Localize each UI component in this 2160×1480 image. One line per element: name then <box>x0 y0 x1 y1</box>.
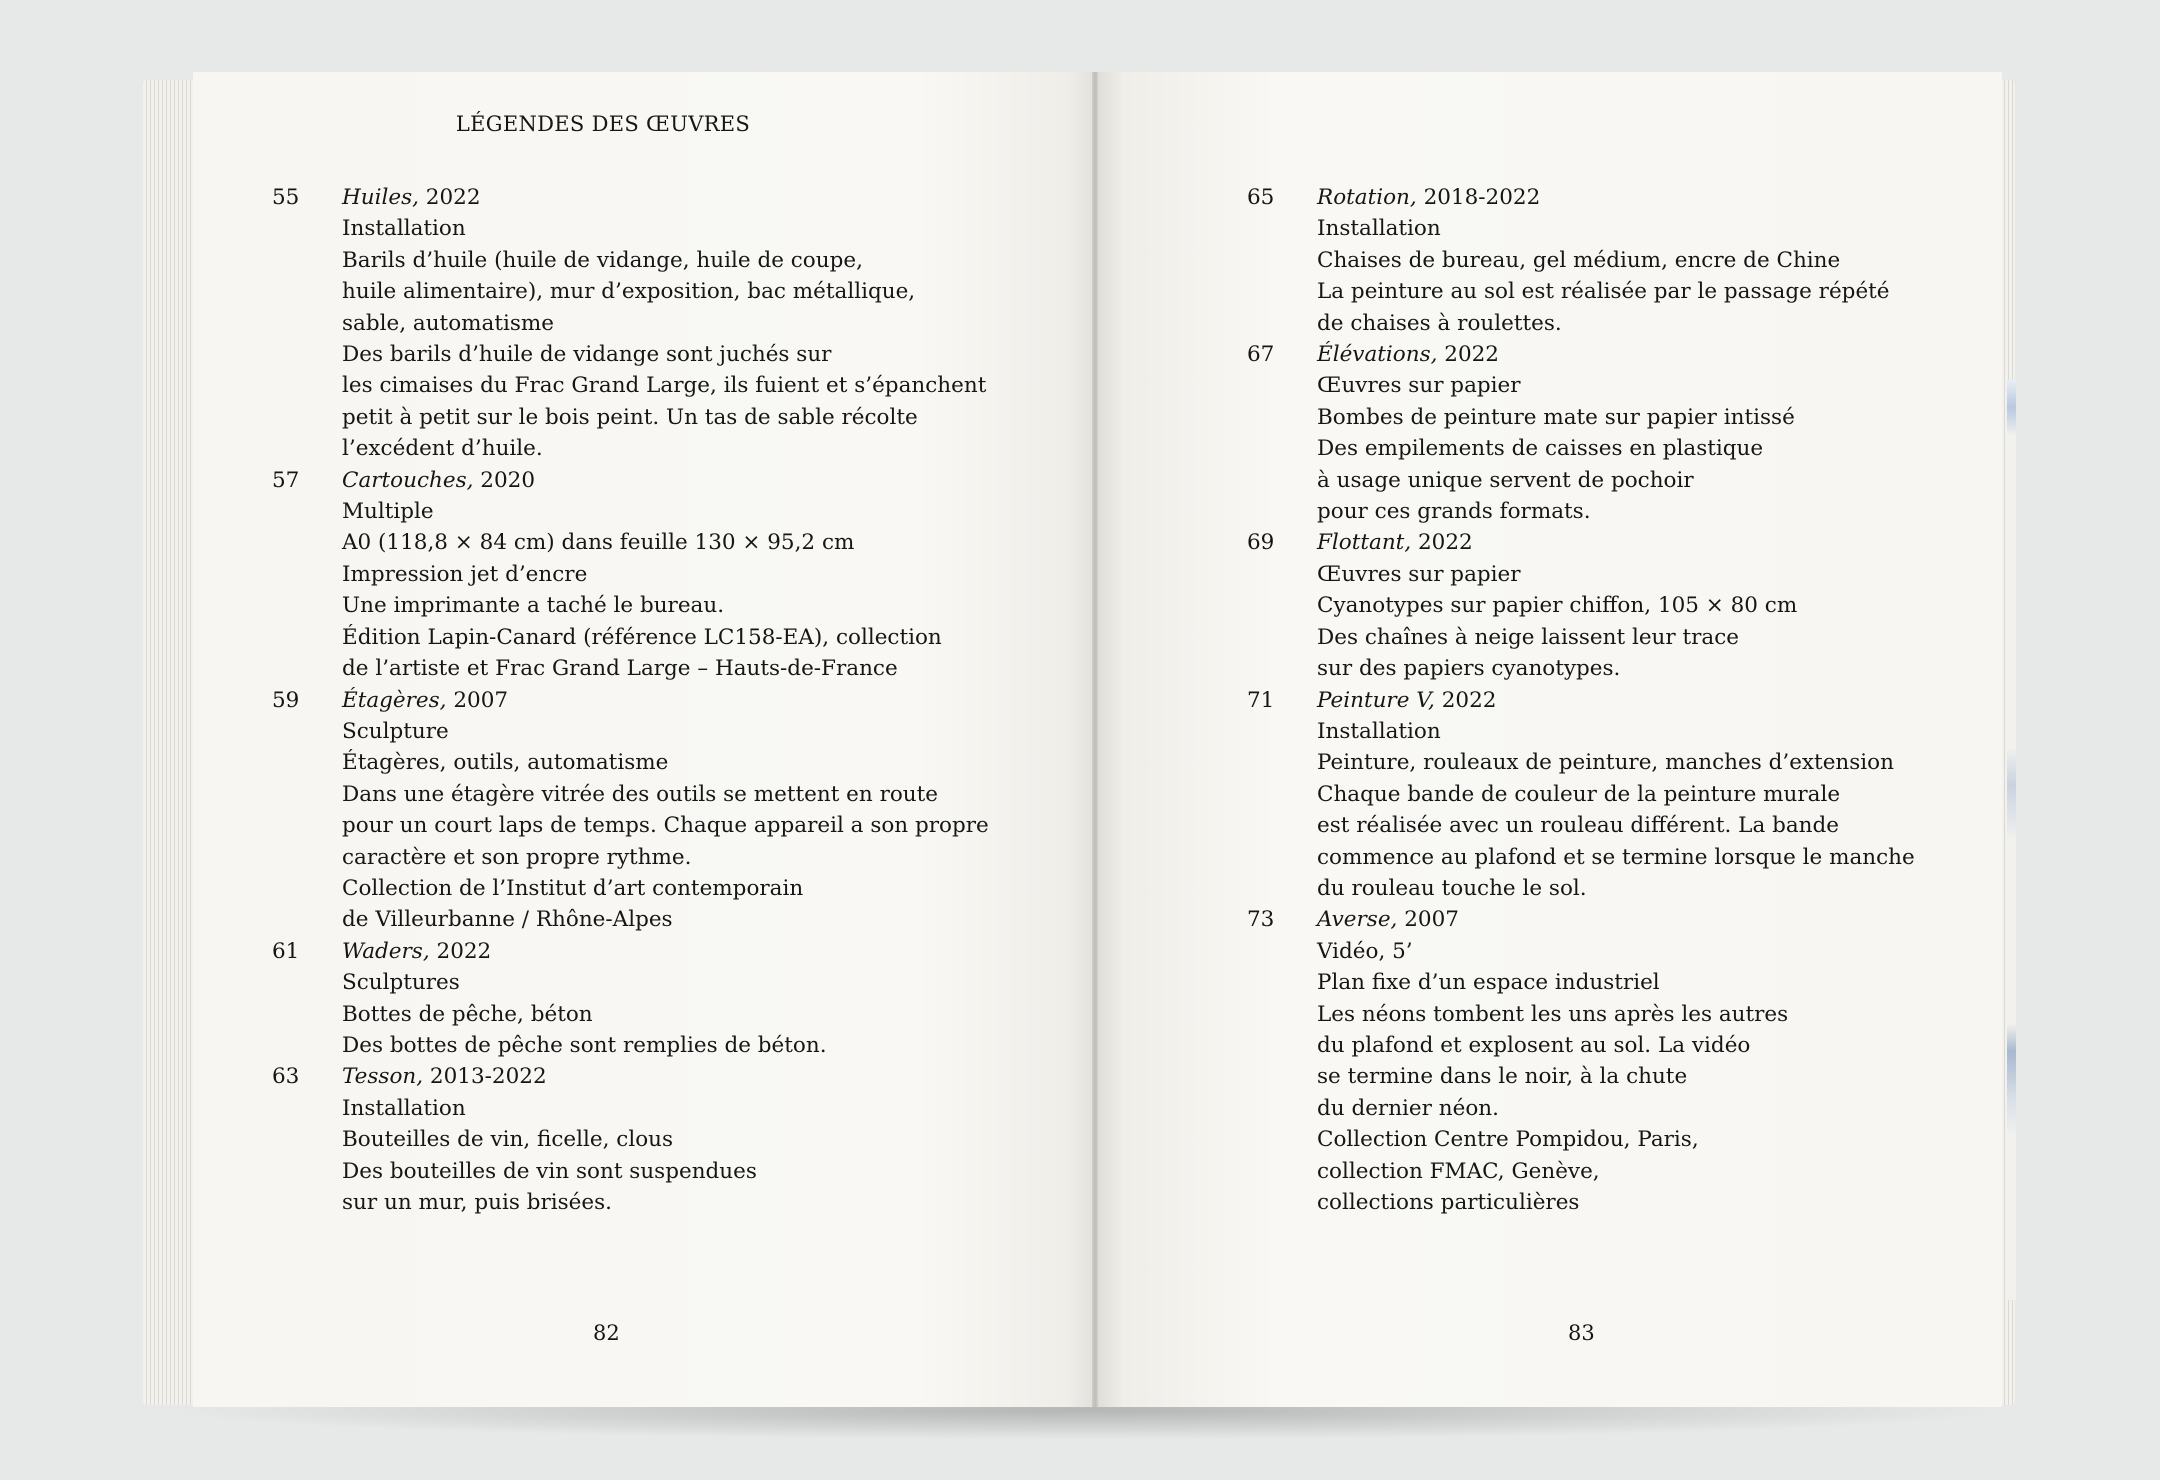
caption-heading <box>1317 182 1987 213</box>
caption-number: 67 <box>1247 342 1275 368</box>
artwork-year: 2007 <box>1397 907 1459 933</box>
artwork-year: 2022 <box>418 185 481 210</box>
caption-line: Vidéo, 5’ <box>1317 938 1413 964</box>
running-head: LÉGENDES DES ŒUVRES <box>455 112 751 136</box>
artwork-title: Flottant, <box>1317 530 1412 556</box>
caption-line: Une imprimante a taché le bureau. <box>342 593 725 619</box>
caption-entry <box>272 936 1012 1062</box>
caption-line: sur un mur, puis brisées. <box>342 1190 612 1215</box>
caption-line: Installation <box>342 216 466 242</box>
artwork-title: Peinture V, <box>1317 687 1435 713</box>
caption-line: du plafond et explosent au sol. La vidéo <box>1317 1032 1751 1058</box>
caption-line: de Villeurbanne / Rhône-Alpes <box>342 907 673 933</box>
artwork-year: 2022 <box>1411 530 1473 556</box>
caption-line: Installation <box>1317 216 1441 242</box>
caption-line: est réalisée avec un rouleau différent. La bande <box>1317 813 1840 839</box>
artwork-year: 2020 <box>473 467 536 493</box>
caption-line: Chaque bande de couleur de la peinture murale <box>1317 781 1841 807</box>
page-number-left: 82 <box>593 1321 620 1345</box>
caption-line: pour ces grands formats. <box>1317 499 1591 525</box>
caption-line: Œuvres sur papier <box>1317 561 1521 587</box>
caption-heading <box>342 936 1012 967</box>
caption-line: Des empilements de caisses en plastique <box>1317 436 1764 462</box>
caption-line: Des chaînes à neige laissent leur trace <box>1317 624 1740 650</box>
caption-entry <box>272 1061 1012 1218</box>
caption-entry <box>1247 904 1987 1218</box>
caption-line: du rouleau touche le sol. <box>1317 875 1587 901</box>
caption-entry <box>1247 527 1987 684</box>
caption-heading <box>1317 339 1987 370</box>
page-edges-left <box>143 80 193 1405</box>
caption-line: Des bottes de pêche sont remplies de béton. <box>342 1032 827 1058</box>
caption-number: 55 <box>272 185 300 210</box>
artwork-year: 2022 <box>429 938 492 964</box>
caption-line: Bombes de peinture mate sur papier intissé <box>1317 404 1795 430</box>
caption-number: 73 <box>1247 907 1275 933</box>
caption-line: sur des papiers cyanotypes. <box>1317 656 1621 682</box>
artwork-year: 2022 <box>1434 687 1497 713</box>
caption-line: Barils d’huile (huile de vidange, huile de coupe, <box>342 247 863 273</box>
caption-line: Des bouteilles de vin sont suspendues <box>342 1158 757 1184</box>
artwork-title: Averse, <box>1317 907 1398 933</box>
caption-line: Cyanotypes sur papier chiffon, 105 × 80 cm <box>1317 593 1798 619</box>
caption-line: Sculptures <box>342 970 460 996</box>
caption-line: à usage unique servent de pochoir <box>1317 467 1694 493</box>
caption-line: collections particulières <box>1317 1190 1580 1215</box>
caption-entry <box>272 465 1012 685</box>
page-number-right: 83 <box>1568 1321 1595 1345</box>
caption-number: 65 <box>1247 185 1275 210</box>
artwork-title: Tesson, <box>342 1064 424 1090</box>
caption-line: caractère et son propre rythme. <box>342 844 692 870</box>
caption-heading <box>1317 904 1987 935</box>
caption-line: pour un court laps de temps. Chaque appareil a son propre <box>342 813 989 839</box>
caption-line: sable, automatisme <box>342 310 554 336</box>
caption-line: Collection Centre Pompidou, Paris, <box>1317 1127 1699 1153</box>
caption-line: La peinture au sol est réalisée par le passage répété <box>1317 279 1890 305</box>
caption-line: collection FMAC, Genève, <box>1317 1158 1600 1184</box>
artwork-title: Cartouches, <box>342 467 474 493</box>
caption-line: Plan fixe d’un espace industriel <box>1317 970 1660 996</box>
caption-heading <box>342 182 1012 213</box>
caption-number: 59 <box>272 687 300 713</box>
page-edge-marks <box>2007 380 2016 1300</box>
caption-line: Œuvres sur papier <box>1317 373 1521 399</box>
caption-line: Impression jet d’encre <box>342 561 588 587</box>
caption-line: de chaises à roulettes. <box>1317 310 1562 336</box>
caption-number: 61 <box>272 938 300 964</box>
caption-entry <box>1247 339 1987 527</box>
book-gutter <box>1092 72 1098 1407</box>
caption-line: Sculpture <box>342 718 449 744</box>
caption-heading <box>1317 685 1987 716</box>
caption-line: l’excédent d’huile. <box>342 436 543 462</box>
caption-line: A0 (118,8 × 84 cm) dans feuille 130 × 95,2 cm <box>342 530 855 556</box>
caption-line: du dernier néon. <box>1317 1095 1499 1121</box>
caption-entry <box>1247 685 1987 905</box>
caption-line: Bottes de pêche, béton <box>342 1001 593 1027</box>
artwork-title: Rotation, <box>1317 185 1417 210</box>
caption-line: commence au plafond et se termine lorsque le manche <box>1317 844 1915 870</box>
caption-heading <box>342 685 1012 716</box>
caption-line: Étagères, outils, automatisme <box>342 750 669 776</box>
caption-line: Collection de l’Institut d’art contemporain <box>342 875 804 901</box>
caption-entry <box>272 685 1012 936</box>
caption-line: Dans une étagère vitrée des outils se mettent en route <box>342 781 939 807</box>
artwork-year: 2022 <box>1437 342 1499 368</box>
caption-number: 63 <box>272 1064 300 1090</box>
caption-line: Des barils d’huile de vidange sont juchés sur <box>342 342 832 368</box>
caption-line: Édition Lapin-Canard (référence LC158-EA), collection <box>342 624 942 650</box>
caption-line: les cimaises du Frac Grand Large, ils fuient et s’épanchent <box>342 373 987 399</box>
caption-line: huile alimentaire), mur d’exposition, bac métallique, <box>342 279 916 305</box>
caption-number: 69 <box>1247 530 1275 556</box>
caption-heading <box>1317 527 1987 558</box>
caption-heading <box>342 1061 1012 1092</box>
caption-line: petit à petit sur le bois peint. Un tas de sable récolte <box>342 404 918 430</box>
caption-entry <box>272 182 1012 465</box>
caption-line: se termine dans le noir, à la chute <box>1317 1064 1688 1090</box>
right-page-captions <box>1247 182 1987 1218</box>
caption-line: Installation <box>1317 718 1441 744</box>
caption-number: 71 <box>1247 687 1275 713</box>
caption-heading <box>342 465 1012 496</box>
caption-line: Bouteilles de vin, ficelle, clous <box>342 1127 674 1153</box>
artwork-title: Waders, <box>342 938 430 964</box>
artwork-title: Étagères, <box>342 687 447 713</box>
caption-line: Installation <box>342 1095 466 1121</box>
caption-line: Chaises de bureau, gel médium, encre de Chine <box>1317 247 1841 273</box>
artwork-year: 2018-2022 <box>1416 185 1541 210</box>
caption-number: 57 <box>272 467 300 493</box>
artwork-title: Élévations, <box>1317 342 1438 368</box>
artwork-year: 2007 <box>446 687 509 713</box>
artwork-title: Huiles, <box>342 185 419 210</box>
caption-entry <box>1247 182 1987 339</box>
caption-line: de l’artiste et Frac Grand Large – Hauts-de-France <box>342 656 898 682</box>
caption-line: Les néons tombent les uns après les autres <box>1317 1001 1789 1027</box>
left-page-captions <box>272 182 1012 1218</box>
caption-line: Multiple <box>342 499 434 525</box>
caption-line: Peinture, rouleaux de peinture, manches d’extension <box>1317 750 1894 776</box>
artwork-year: 2013-2022 <box>423 1064 547 1090</box>
